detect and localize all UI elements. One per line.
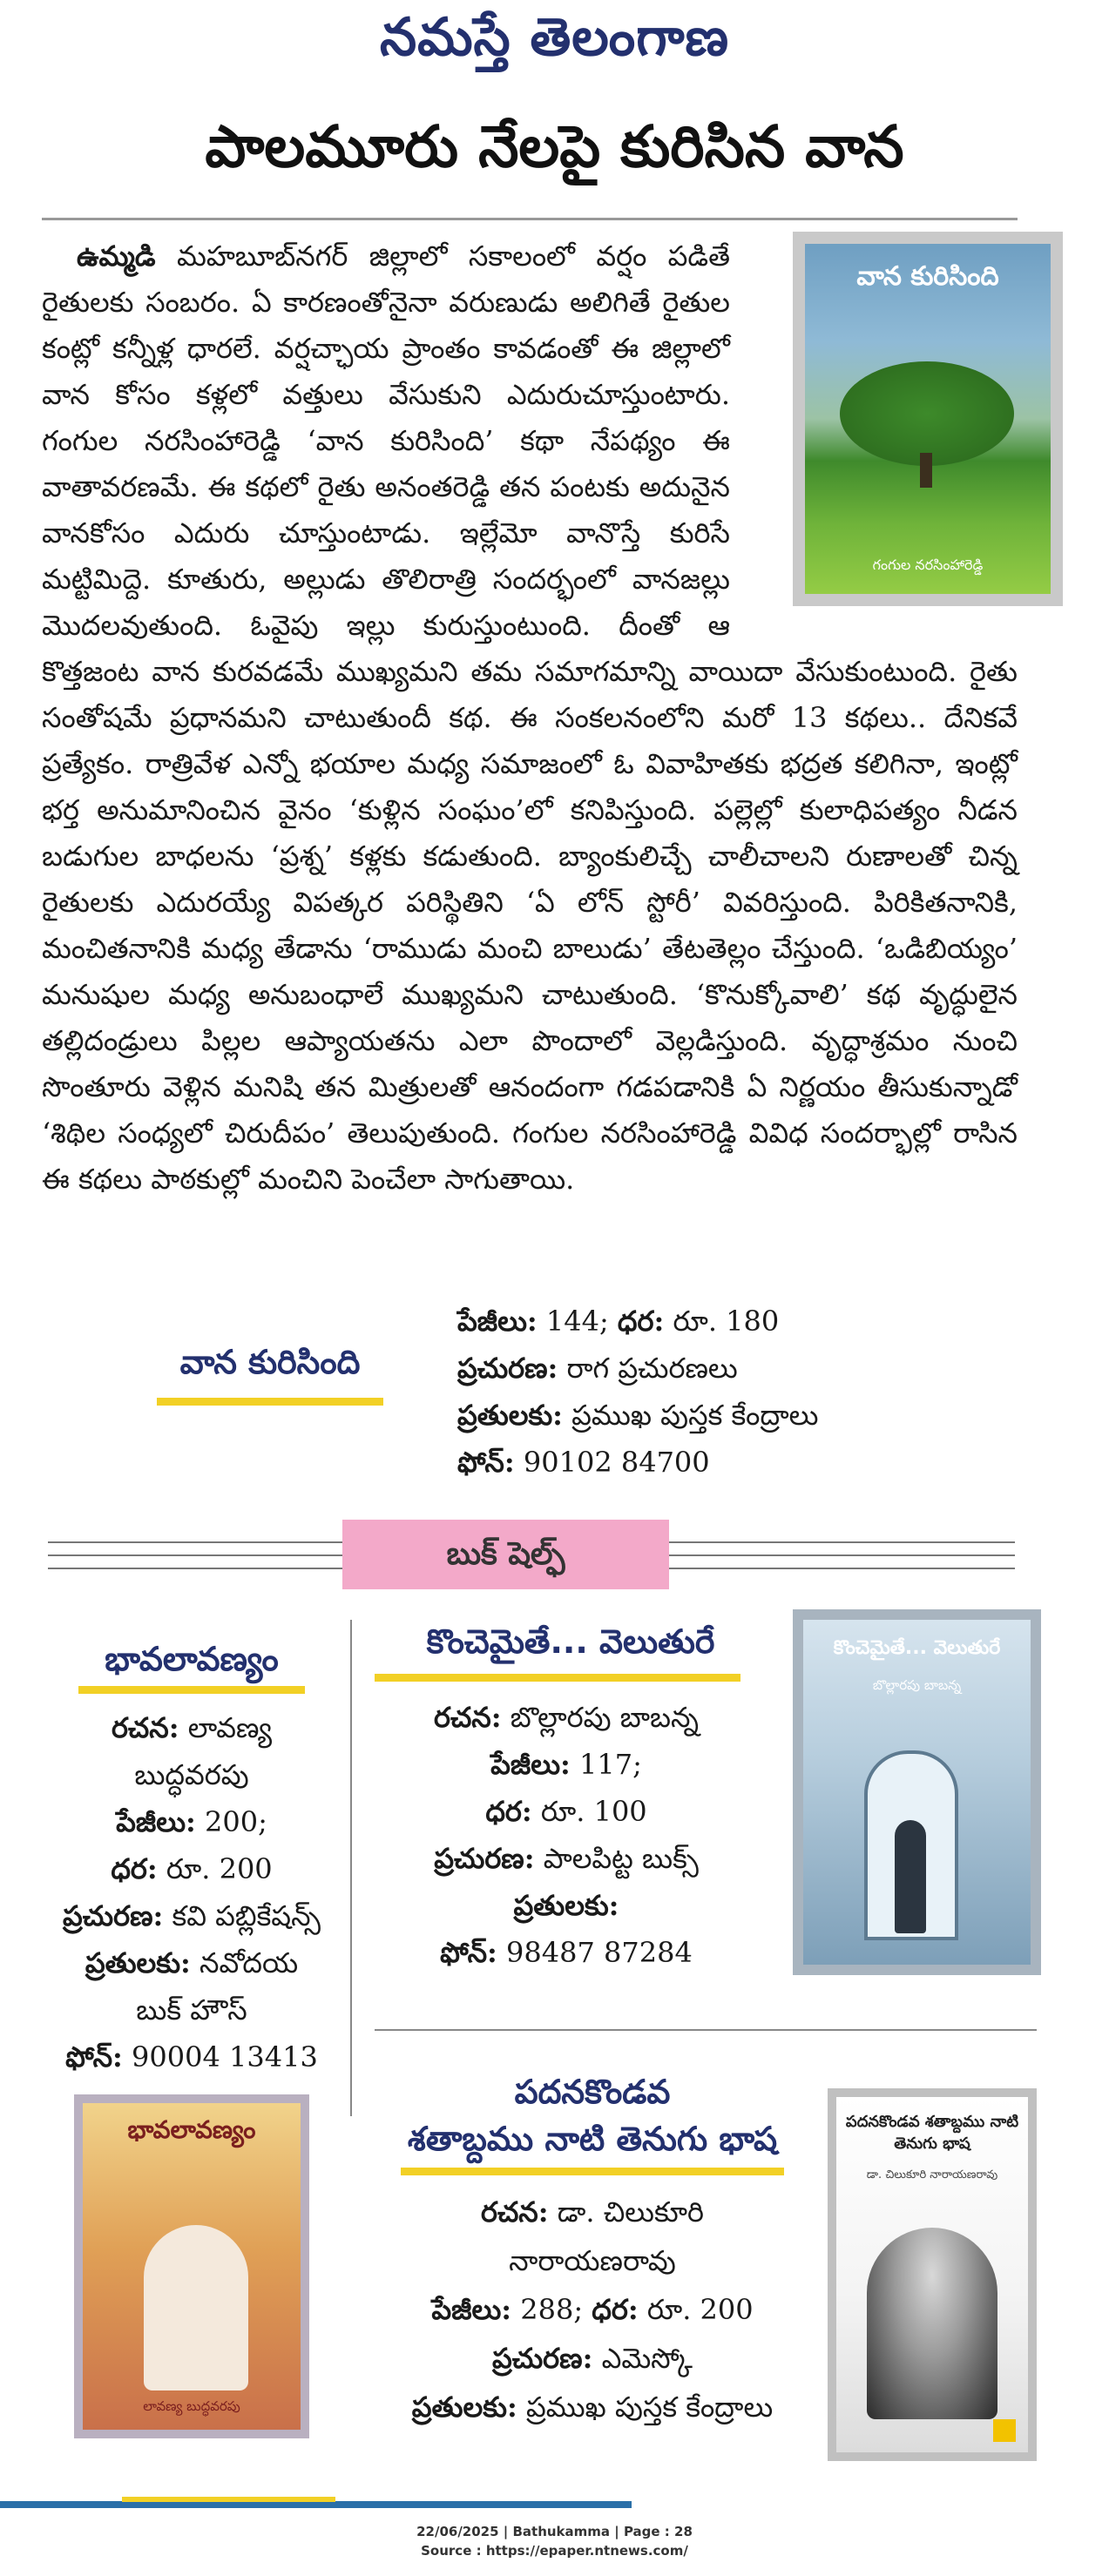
- book1-title: వాన కురిసింది: [179, 1343, 361, 1381]
- book3-title-underline: [375, 1674, 740, 1682]
- book3-pages: పేజీలు: 117;: [490, 1748, 642, 1781]
- section-divider: [375, 2029, 1037, 2031]
- book4-copies: ప్రతులకు: ప్రముఖ పుస్తక కేంద్రాలు: [411, 2391, 774, 2424]
- footer-bar-accent: [122, 2497, 335, 2502]
- book1-publisher: ప్రచురణ: రాగ ప్రచురణలు: [457, 1352, 738, 1385]
- man-silhouette: [895, 1820, 926, 1933]
- footer-source: Source : https://epaper.ntnews.com/: [421, 2543, 688, 2559]
- book3-copies: ప్రతులకు:: [513, 1889, 619, 1922]
- headline: పాలమూరు నేలపై కురిసిన వాన: [205, 113, 904, 180]
- book4-details: [375, 2068, 810, 2431]
- book2-publisher: ప్రచురణ: కవి పబ్లికేషన్స్: [62, 1899, 321, 1932]
- cover-telugu-bhasha: [828, 2088, 1037, 2461]
- book2-title: భావలావణ్యం: [105, 1640, 279, 1678]
- book2-author: రచన: లావణ్య: [111, 1711, 273, 1744]
- book2-phone: ఫోన్: 90004 13413: [65, 2040, 318, 2074]
- book4-publisher: ప్రచురణ: ఎమెస్కో: [492, 2342, 693, 2375]
- book-shelf-label: బుక్ షెల్ఫ్: [342, 1520, 669, 1589]
- book1-copies: ప్రతులకు: ప్రముఖ పుస్తక కేంద్రాలు: [457, 1399, 819, 1432]
- portrait-illustration: [867, 2228, 997, 2419]
- book4-title-line2: శతాబ్దము నాటి తెనుగు భాష: [407, 2120, 778, 2158]
- cover1-title: వాన కురిసింది: [856, 261, 999, 292]
- cover-konchemaithe-veluthure: [793, 1609, 1041, 1975]
- book1-title-underline: [157, 1398, 383, 1406]
- book4-author: రచన: డా. చిలుకూరి: [480, 2195, 705, 2229]
- book2-author-cont: బుద్ధవరపు: [134, 1758, 249, 1791]
- cover2-author: బొల్లారపు బాబన్న: [872, 1677, 962, 1693]
- book2-pages: పేజీలు: 200;: [116, 1805, 267, 1838]
- book2-copies: ప్రతులకు: నవోదయ: [85, 1946, 299, 1979]
- cover3-author: లావణ్య బుద్ధవరపు: [143, 2398, 240, 2414]
- book2-copies-cont: బుక్ హౌస్: [136, 1993, 247, 2026]
- book4-title-line1: పదనకొండవ: [514, 2073, 671, 2111]
- book4-author-cont: నారాయణరావు: [509, 2244, 676, 2277]
- book4-title-underline: [401, 2168, 784, 2175]
- book2-price: ధర: రూ. 200: [111, 1852, 273, 1885]
- cover-float-spacer: [730, 233, 1018, 630]
- book2-details: [35, 1637, 348, 2080]
- woman-illustration: [144, 2225, 248, 2391]
- cover3-title: భావలావణ్యం: [127, 2115, 256, 2144]
- cover2-title: కొంచెమైతే... వెలుతురే: [833, 1637, 1001, 1659]
- book3-details: [375, 1694, 758, 1976]
- book3-phone: ఫోన్: 98487 87284: [440, 1936, 693, 1969]
- footer-bar: [0, 2501, 632, 2508]
- book1-phone: ఫోన్: 90102 84700: [457, 1446, 710, 1479]
- cover4-title: పదనకొండవ శతాబ్దము నాటి తెనుగు భాష: [845, 2113, 1019, 2153]
- book3-price: ధర: రూ. 100: [485, 1795, 647, 1828]
- cover4-author: డా. చిలుకూరి నారాయణరావు: [866, 2168, 998, 2182]
- article-lead-word: ఉమ్మడి: [77, 239, 156, 273]
- column-divider: [350, 1620, 352, 2116]
- cover-bhavalavanyam: [74, 2094, 309, 2438]
- article-body: [42, 233, 1018, 1203]
- book4-pages-price: పేజీలు: 288; ధర: రూ. 200: [431, 2293, 754, 2326]
- masthead: నమస్తే తెలంగాణ: [379, 7, 730, 68]
- footer-date-page: 22/06/2025 | Bathukamma | Page : 28: [416, 2524, 693, 2539]
- article-text: మహబూబ్‌నగర్ జిల్లాలో సకాలంలో వర్షం పడితే రైతులకు సంబరం. ఏ కారణంతోనైనా వరుణుడు అలిగితే రైతుల కంట్లో కన్నీళ్ల ధారలే. వర్షచ్ఛాయ ప్రాంతం కావడంతో ఈ జిల్లాలో వాన కోసం కళ్లలో వత్తులు వేసుకుని ఎదురుచూస్తుంటారు. గంగుల నరసింహారెడ్డి ‘వాన కురిసింది’ కథా నేపథ్యం ఈ వాతావరణమే. ఈ కథలో రైతు అనంతరెడ్డి తన పంటకు అదునైన వానకోసం ఎదురు చూస్తుంటాడు. ఇల్లేమో వానొస్తే కురిసే మట్టిమిద్దె. కూతురు, అల్లుడు తొలిరాత్రి సందర్భంలో వానజల్లు మొదలవుతుంది. ఓవైపు ఇల్లు కురుస్తుంటుంది. దీంతో ఆ కొత్తజంట వాన కురవడమే ముఖ్యమని తమ సమాగమాన్ని వాయిదా వేసుకుంటుంది. రైతు సంతోషమే ప్రధానమని చాటుతుందీ కథ. ఈ సంకలనంలోని మరో 13 కథలు.. దేనికవే ప్రత్యేకం. రాత్రివేళ ఎన్నో భయాల మధ్య సమాజంలో ఓ వివాహితకు భద్రత కలిగినా, ఇంట్లో భర్త అనుమానించిన వైనం ‘కుళ్లిన సంఘం’లో కనిపిస్తుంది. పల్లెల్లో కులాధిపత్యం నీడన బడుగుల బాధలను ‘ప్రశ్న’ కళ్లకు కడుతుంది. బ్యాంకులిచ్చే చాలీచాలని రుణాలతో చిన్న రైతులకు ఎదురయ్యే విపత్కర పరిస్థితిని ‘ఏ లోన్ స్టోరీ’ వివరిస్తుంది. పిరికితనానికి, మంచితనానికి మధ్య తేడాను ‘రాముడు మంచి బాలుడు’ తేటతెల్లం చేస్తుంది. ‘ఒడిబియ్యం’ మనుషుల మధ్య అనుబంధాలే ముఖ్యమని చాటుతుంది. ‘కొనుక్కోవాలి’ కథ వృద్ధులైన తల్లిదండ్రులు పిల్లల ఆప్యాయతను ఎలా పొందాలో వెల్లడిస్తుంది. వృద్ధాశ్రమం నుంచి సొంతూరు వెళ్లిన మనిషి తన మిత్రులతో ఆనందంగా గడపడానికి ఏ నిర్ణయం తీసుకున్నాడో ‘శిథిల సంధ్యలో చిరుదీపం’ తెలుపుతుంది. గంగుల నరసింహారెడ్డి వివిధ సందర్భాల్లో రాసిన ఈ కథలు పాఠకుల్లో మంచిని పెంచేలా సాగుతాయి.: [42, 239, 1018, 1196]
- book3-title: కొంచెమైతే... వెలుతురే: [426, 1622, 715, 1661]
- book3-publisher: ప్రచురణ: పాలపిట్ట బుక్స్: [434, 1842, 699, 1875]
- book1-details: [457, 1298, 818, 1486]
- headline-rule: [42, 218, 1018, 220]
- publisher-logo-icon: [993, 2419, 1016, 2442]
- book1-pages-price: పేజీలు: 144; ధర: రూ. 180: [457, 1305, 780, 1338]
- cover1-author: గంగుల నరసింహారెడ్డి: [872, 556, 984, 573]
- book2-title-underline: [78, 1686, 305, 1694]
- book3-author: రచన: బొల్లారపు బాబన్న: [433, 1701, 699, 1734]
